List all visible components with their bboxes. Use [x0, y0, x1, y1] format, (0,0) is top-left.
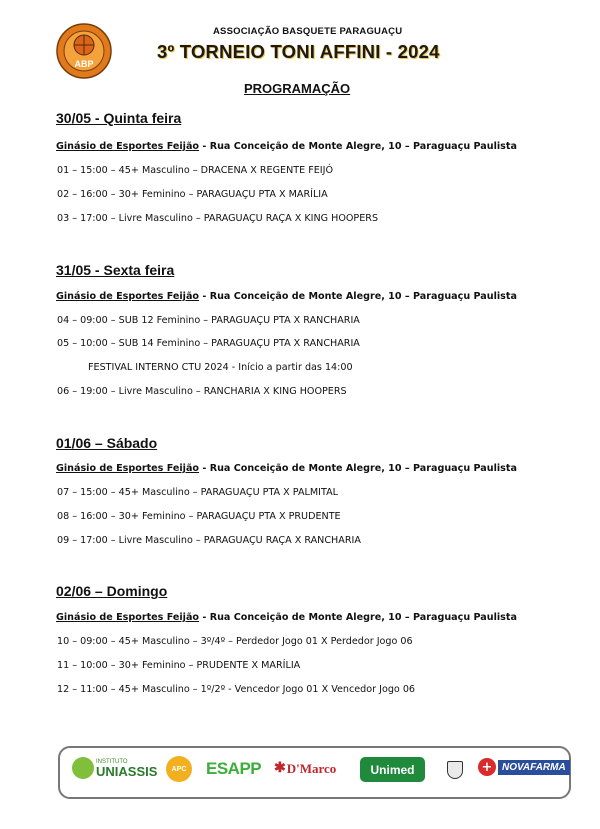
- section-title: PROGRAMAÇÃO: [244, 81, 351, 96]
- novafarma-logo: [478, 758, 570, 776]
- venue-address: - Rua Conceição de Monte Alegre, 10 – Paraguaçu Paulista: [199, 612, 517, 623]
- tournament-title: 3º TORNEIO TONI AFFINI - 2024: [157, 41, 440, 62]
- sponsor-bar: [58, 746, 571, 799]
- uniassis-logo-icon: [72, 757, 94, 779]
- uniassis-text: UNIASSIS: [96, 763, 158, 779]
- venue-line: [56, 612, 517, 623]
- day-title: 30/05 - Quinta feira: [56, 110, 182, 126]
- novafarma-text: NOVAFARMA: [498, 760, 570, 775]
- game-row: 09 – 17:00 – Livre Masculino – PARAGUAÇU RAÇA X RANCHARIA: [57, 535, 361, 546]
- venue-line: [56, 291, 517, 302]
- game-row: 05 – 10:00 – SUB 14 Feminino – PARAGUAÇU PTA X RANCHARIA: [57, 338, 360, 349]
- uniassis-logo: [72, 757, 157, 779]
- game-row: 12 – 11:00 – 45+ Masculino – 1º/2º - Vencedor Jogo 01 X Vencedor Jogo 06: [57, 684, 416, 695]
- venue-address: - Rua Conceição de Monte Alegre, 10 – Paraguaçu Paulista: [199, 141, 517, 152]
- venue-address: - Rua Conceição de Monte Alegre, 10 – Paraguaçu Paulista: [199, 291, 517, 302]
- game-row: 10 – 09:00 – 45+ Masculino – 3º/4º – Perdedor Jogo 01 X Perdedor Jogo 06: [57, 636, 413, 647]
- esapp-logo: ESAPP: [206, 759, 262, 778]
- day-title: 02/06 – Domingo: [56, 583, 168, 599]
- venue-address: - Rua Conceição de Monte Alegre, 10 – Paraguaçu Paulista: [199, 463, 517, 474]
- game-row: 03 – 17:00 – Livre Masculino – PARAGUAÇU RAÇA X KING HOOPERS: [57, 213, 379, 224]
- venue-line: [56, 141, 517, 152]
- game-row: 07 – 15:00 – 45+ Masculino – PARAGUAÇU PTA X PALMITAL: [57, 487, 338, 498]
- day-title: 01/06 – Sábado: [56, 435, 158, 451]
- dmarco-logo: [274, 760, 336, 777]
- unimed-logo: [360, 757, 425, 782]
- uniassis-small-text: INSTITUTO: [96, 758, 128, 765]
- venue-name: Ginásio de Esportes Feijão: [56, 463, 200, 474]
- venue-line: [56, 463, 517, 474]
- venue-name: Ginásio de Esportes Feijão: [56, 291, 200, 302]
- game-row: 01 – 15:00 – 45+ Masculino – DRACENA X REGENTE FEIJÓ: [57, 165, 334, 176]
- dmarco-star-icon: ✱: [274, 761, 286, 776]
- game-row: 04 – 09:00 – SUB 12 Feminino – PARAGUAÇU PTA X RANCHARIA: [57, 315, 360, 326]
- abp-logo-icon: [56, 23, 112, 79]
- dmarco-text: D'Marco: [286, 760, 337, 776]
- venue-name: Ginásio de Esportes Feijão: [56, 612, 200, 623]
- festival-note: FESTIVAL INTERNO CTU 2024 - Início a partir das 14:00: [88, 362, 353, 373]
- unimed-text: Unimed: [370, 762, 415, 777]
- game-row: 08 – 16:00 – 30+ Feminino – PARAGUAÇU PTA X PRUDENTE: [57, 511, 341, 522]
- game-row: 02 – 16:00 – 30+ Feminino – PARAGUAÇU PTA X MARÍLIA: [57, 189, 328, 200]
- game-row: 06 – 19:00 – Livre Masculino – RANCHARIA X KING HOOPERS: [57, 386, 347, 397]
- day-title: 31/05 - Sexta feira: [56, 262, 175, 278]
- logo-text: ABP: [74, 59, 94, 69]
- apc-logo-icon: [166, 756, 192, 782]
- org-name: ASSOCIAÇÃO BASQUETE PARAGUAÇU: [213, 26, 403, 37]
- apc-text: APC: [171, 765, 187, 773]
- game-row: 11 – 10:00 – 30+ Feminino – PRUDENTE X MARÍLIA: [57, 660, 301, 671]
- prefeitura-crest-icon: [442, 754, 468, 786]
- venue-name: Ginásio de Esportes Feijão: [56, 141, 200, 152]
- novafarma-cross-icon: +: [478, 758, 496, 776]
